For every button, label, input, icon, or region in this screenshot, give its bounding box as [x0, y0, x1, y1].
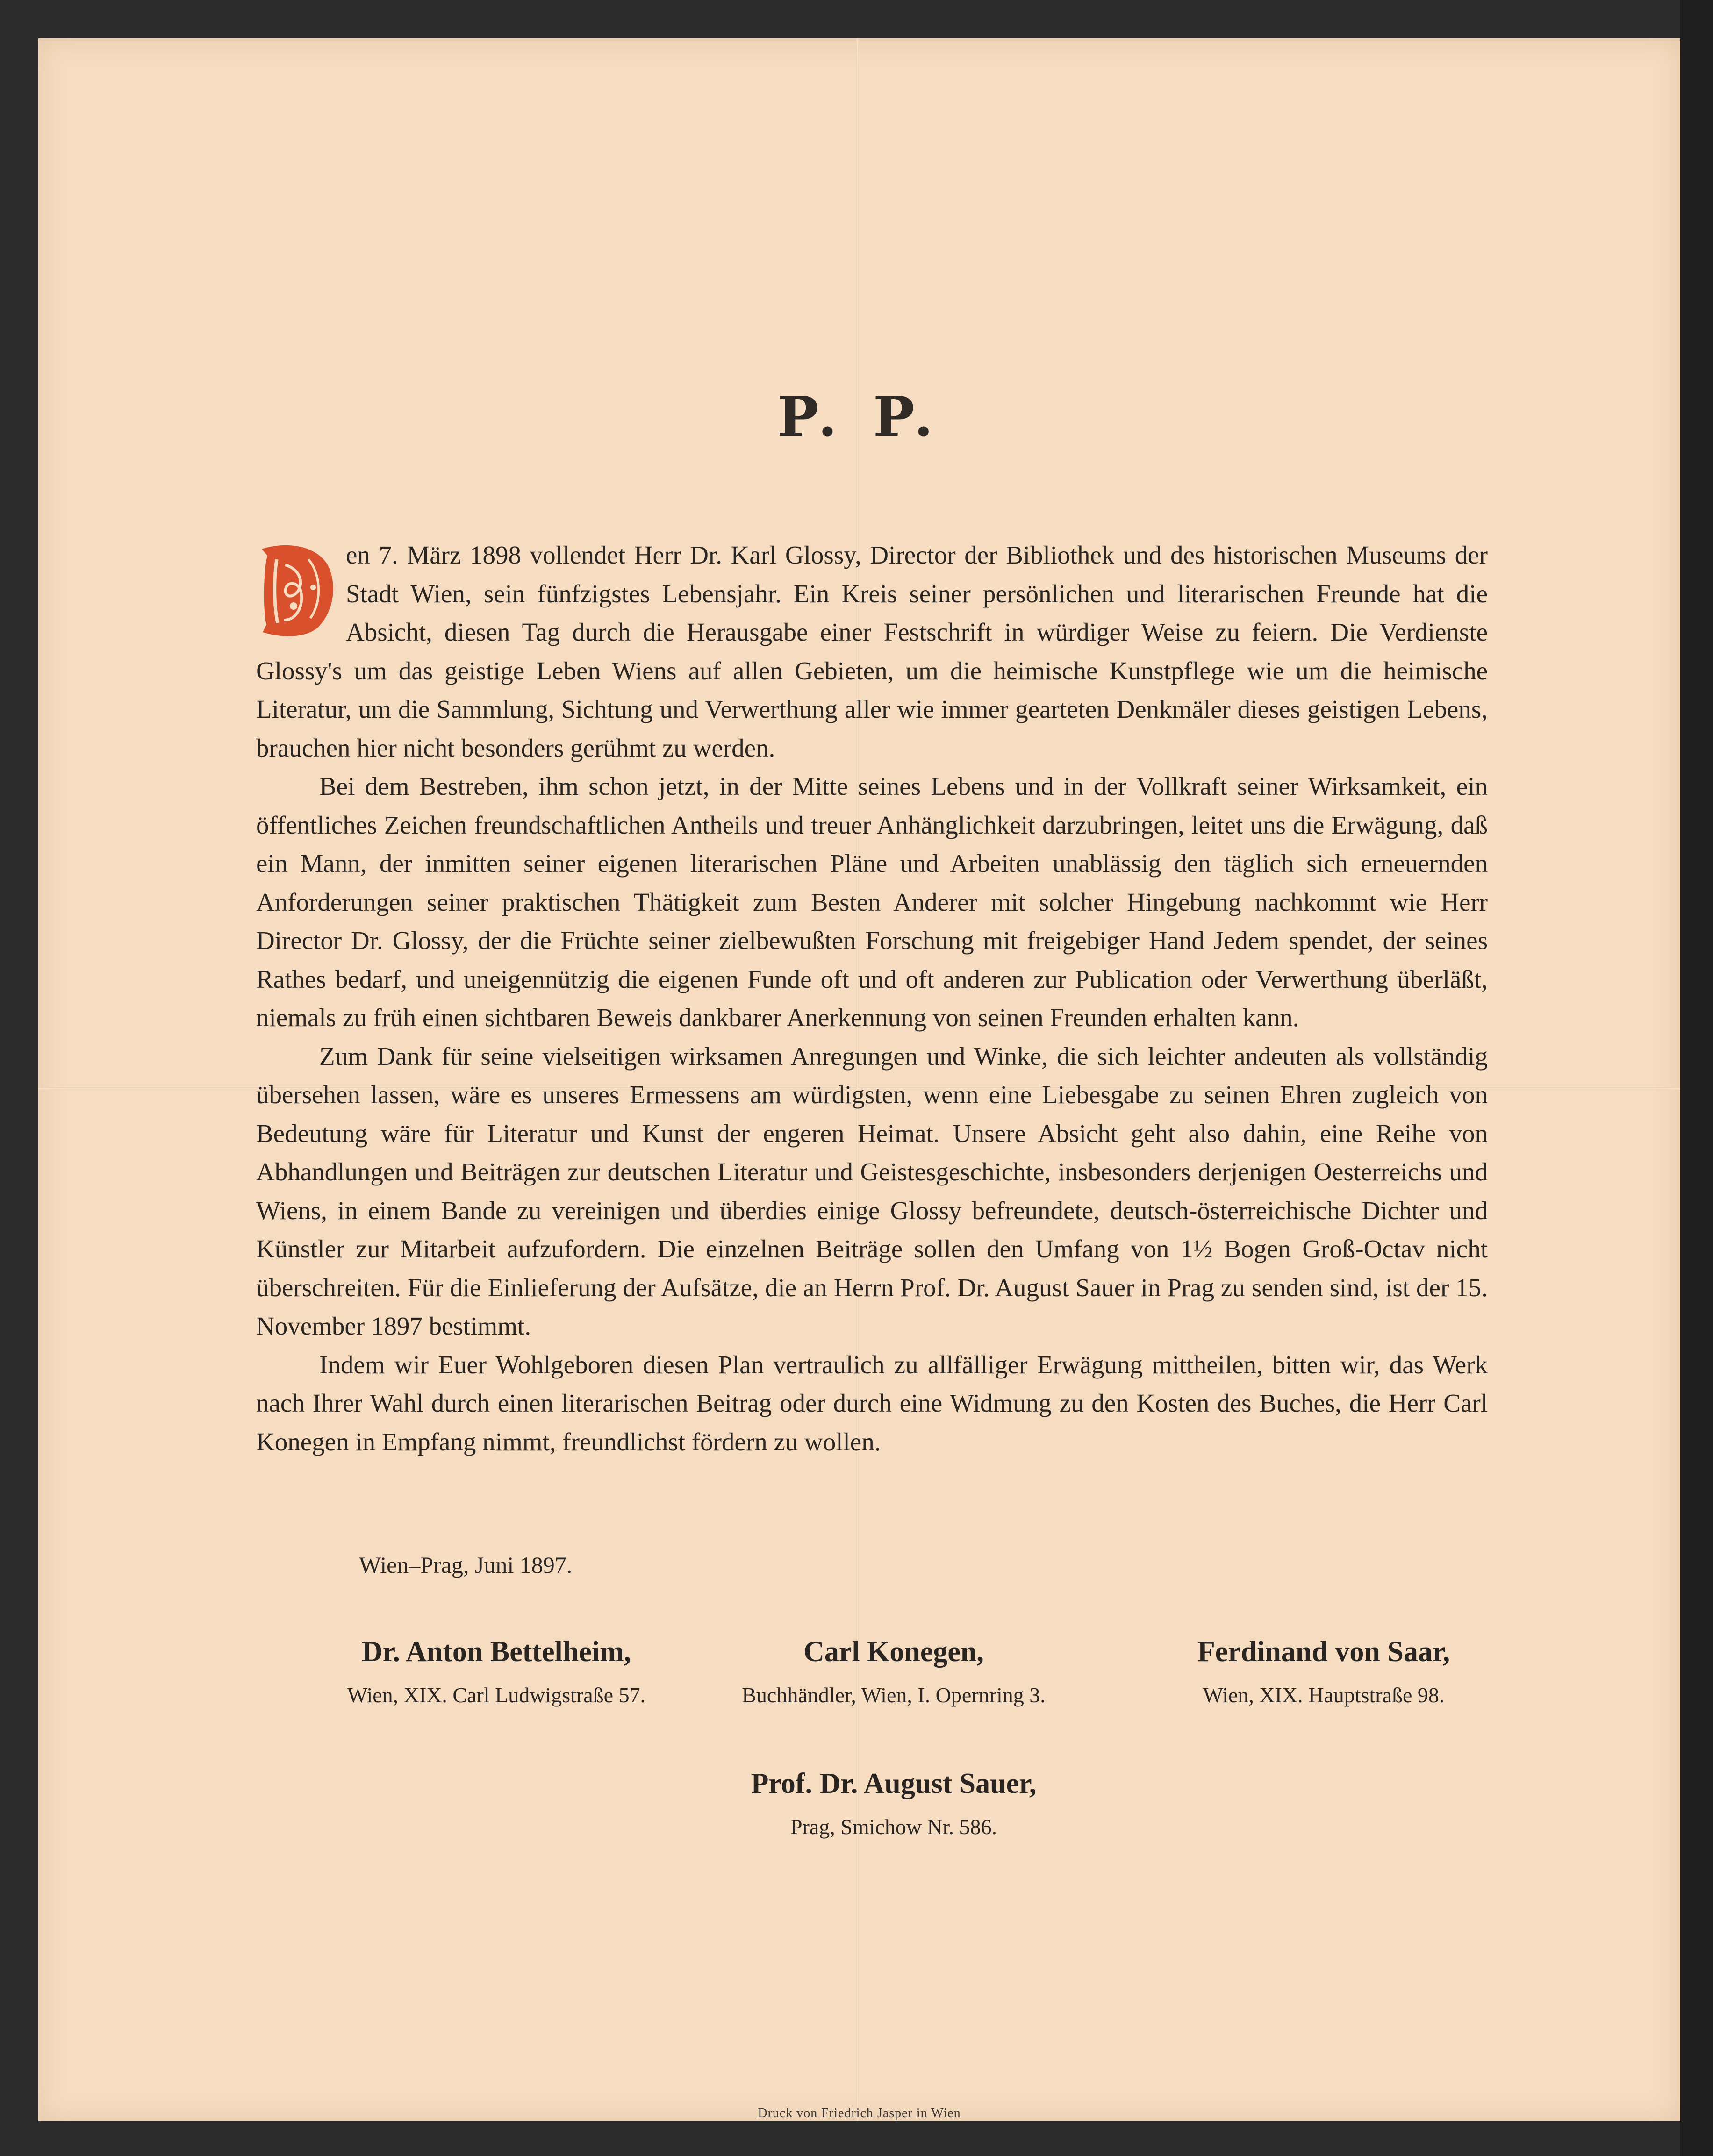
signatory-name: Prof. Dr. August Sauer, — [751, 1768, 1037, 1799]
signatory-name: Ferdinand von Saar, — [1197, 1636, 1450, 1668]
dateline: Wien–Prag, Juni 1897. — [359, 1552, 573, 1578]
printer-imprint: Druck von Friedrich Jasper in Wien — [758, 2106, 961, 2120]
signature-block-sauer — [683, 1767, 1104, 1839]
signatory-address: Prag, Smichow Nr. 586. — [790, 1815, 997, 1839]
paragraph-1-text: en 7. März 1898 vollendet Herr Dr. Karl Glossy, Director der Bibliothek und des historischen Museums der Stadt Wien, sein fünfzigstes Lebensjahr. Ein Kreis seiner persönlichen und literarischen Freunde hat die Absicht, diesen Tag durch die Herausgabe einer Festschrift in würdiger Weise zu feiern. Die Verdienste Glossy's um das geistige Leben Wiens auf allen Gebieten, um die heimische Kunstpflege wie um die heimische Literatur, um die Sammlung, Sichtung und Verwerthung aller wie immer gearteten Denkmäler dieses geistigen Lebens, brauchen hier nicht besonders gerühmt zu werden. — [256, 541, 1488, 762]
paragraph-2: Bei dem Bestreben, ihm schon jetzt, in der Mitte seines Lebens und in der Vollkraft seiner Wirksamkeit, ein öffentliches Zeichen freundschaftlichen Antheils und treuer Anhänglichkeit darzubringen, leitet uns die Erwägung, daß ein Mann, der inmitten seiner eigenen literarischen Pläne und Arbeiten unablässig den täglich sich erneuernden Anforderungen seiner praktischen Thätigkeit zum Besten Anderer mit solcher Hingebung nachkommt wie Herr Director Dr. Glossy, der die Früchte seiner zielbewußten Forschung mit freigebiger Hand Jedem spendet, der seines Rathes bedarf, und uneigennützig die eigenen Funde oft und oft anderen zur Publication oder Verwerthung überläßt, niemals zu früh einen sichtbaren Beweis dankbarer Anerkennung von seinen Freunden erhalten kann. — [256, 772, 1488, 1032]
signatory-name: Carl Konegen, — [803, 1636, 984, 1668]
paragraph-3: Zum Dank für seine vielseitigen wirksamen Anregungen und Winke, die sich leichter andeuten als vollständig übersehen lassen, wäre es unseres Ermessens am würdigsten, wenn eine Liebesgabe zu seinen Ehren zugleich von Bedeutung wäre für Literatur und Kunst der engeren Heimat. Unsere Absicht geht also dahin, eine Reihe von Abhandlungen und Beiträgen zur deutschen Literatur und Geistesgeschichte, insbesonders derjenigen Oesterreichs und Wiens, in einem Bande zu vereinigen und überdies einige Glossy befreundete, deutsch-österreichische Dichter und Künstler zur Mitarbeit aufzufordern. Die einzelnen Beiträge sollen den Umfang von 1½ Bogen Groß-Octav nicht überschreiten. Für die Einlieferung der Aufsätze, die an Herrn Prof. Dr. August Sauer in Prag zu senden sind, ist der 15. November 1897 bestimmt. — [256, 1042, 1488, 1340]
paper-sheet — [38, 38, 1680, 2121]
signature-block-konegen — [683, 1635, 1104, 1707]
signature-block-bettelheim — [286, 1635, 707, 1707]
signatory-address: Wien, XIX. Hauptstraße 98. — [1203, 1683, 1445, 1707]
letter-body — [256, 536, 1488, 1461]
dropcap-ornament — [252, 541, 337, 640]
scan-border — [1680, 0, 1713, 2156]
signature-block-saar — [1113, 1635, 1534, 1707]
signatory-address: Wien, XIX. Carl Ludwigstraße 57. — [347, 1683, 646, 1707]
signatory-name: Dr. Anton Bettelheim, — [361, 1636, 631, 1668]
paragraph-4: Indem wir Euer Wohlgeboren diesen Plan vertraulich zu allfälliger Erwägung mittheilen, bitten wir, das Werk nach Ihrer Wahl durch einen literarischen Beitrag oder durch eine Widmung zu den Kosten des Buches, die Herr Carl Konegen in Empfang nimmt, freundlichst fördern zu wollen. — [256, 1350, 1488, 1456]
signatory-address: Buchhändler, Wien, I. Opernring 3. — [742, 1683, 1046, 1707]
heading: P. P. — [777, 384, 942, 449]
paragraph-1 — [256, 536, 1488, 767]
